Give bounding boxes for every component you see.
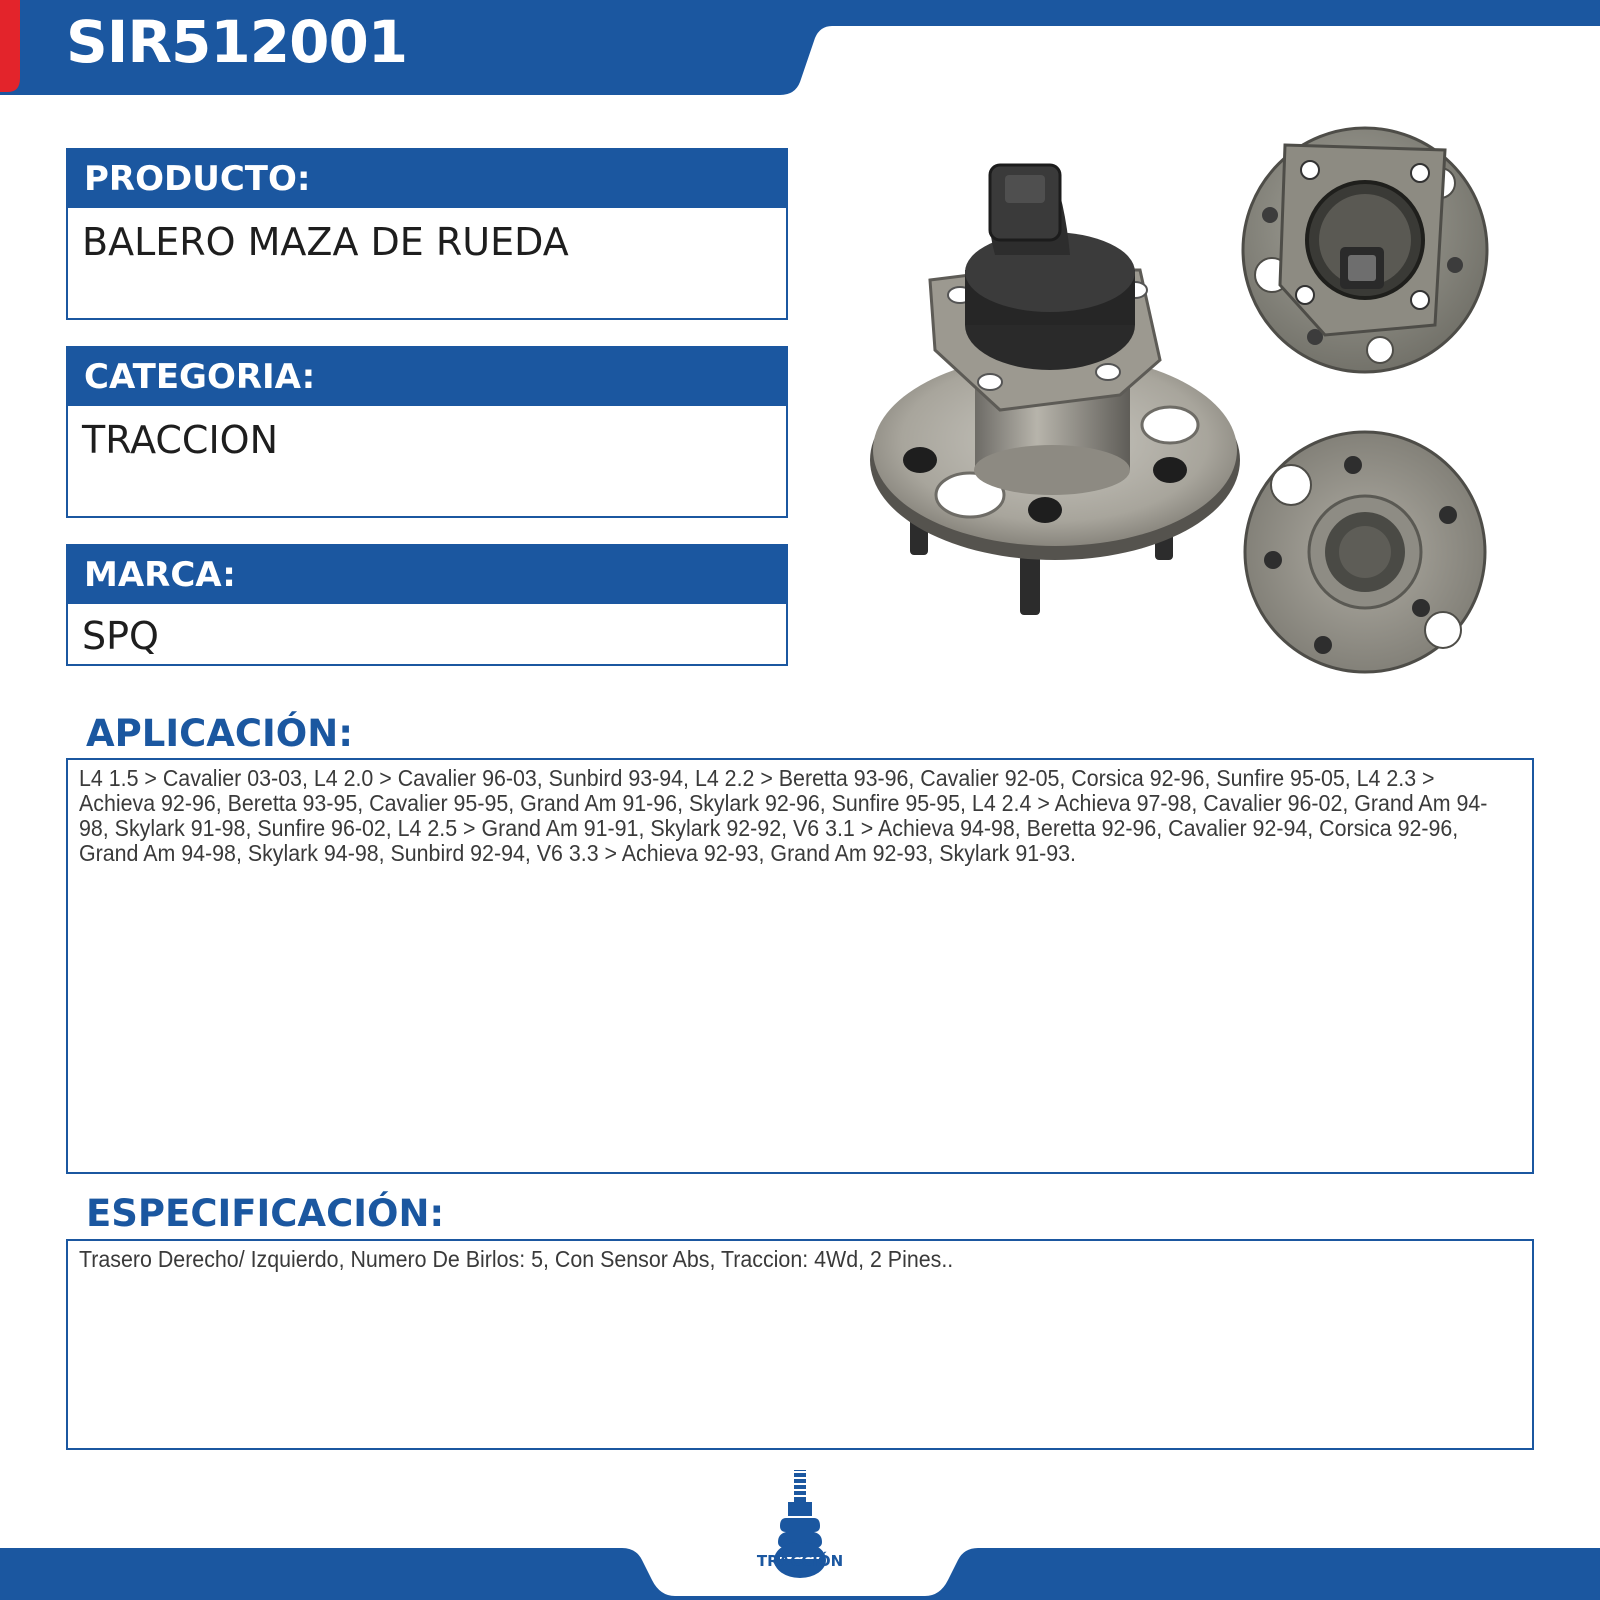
especificacion-text: Trasero Derecho/ Izquierdo, Numero De Birlos: 5, Con Sensor Abs, Traccion: 4Wd, 2 Pines.. xyxy=(79,1246,954,1272)
footer-category-label: TRACCIÓN xyxy=(756,1552,844,1570)
categoria-label: CATEGORIA: xyxy=(66,346,788,406)
aplicacion-title: APLICACIÓN: xyxy=(86,712,354,755)
producto-value: BALERO MAZA DE RUEDA xyxy=(66,208,788,320)
wheel-hub-front-view-image xyxy=(1243,430,1488,675)
wheel-hub-back-view-image xyxy=(1240,125,1490,375)
categoria-field xyxy=(66,346,788,518)
aplicacion-text: L4 1.5 > Cavalier 03-03, L4 2.0 > Cavalier 96-03, Sunbird 93-94, L4 2.2 > Beretta 93-96, Cavalier 92-05, Corsica 92-96, Sunfire 95-05, L4 2.3 > Achieva 92-96, Beretta 93-95, Cavalier 95-95, Grand Am 91-96, Skylark 92-96, Sunfire 95-95, L4 2.4 > Achieva 97-98, Cavalier 96-02, Grand Am 94-98, Skylark 91-98, Sunfire 96-02, L4 2.5 > Grand Am 91-91, Skylark 92-92, V6 3.1 > Achieva 94-98, Beretta 92-96, Cavalier 92-94, Corsica 92-96, Grand Am 94-98, Skylark 94-98, Sunbird 92-94, V6 3.3 > Achieva 92-93, Grand Am 92-93, Skylark 91-93. xyxy=(79,765,1488,866)
marca-label: MARCA: xyxy=(66,544,788,604)
especificacion-box xyxy=(66,1239,1534,1450)
footer-band xyxy=(0,1420,1600,1600)
wheel-hub-main-image xyxy=(870,160,1240,630)
producto-field xyxy=(66,148,788,320)
producto-label: PRODUCTO: xyxy=(66,148,788,208)
accent-stripe xyxy=(0,0,20,92)
aplicacion-box xyxy=(66,758,1534,1174)
marca-value: SPQ xyxy=(66,604,788,666)
part-number: SIR512001 xyxy=(66,8,408,76)
marca-field xyxy=(66,544,788,666)
especificacion-title: ESPECIFICACIÓN: xyxy=(86,1192,445,1235)
categoria-value: TRACCION xyxy=(66,406,788,518)
